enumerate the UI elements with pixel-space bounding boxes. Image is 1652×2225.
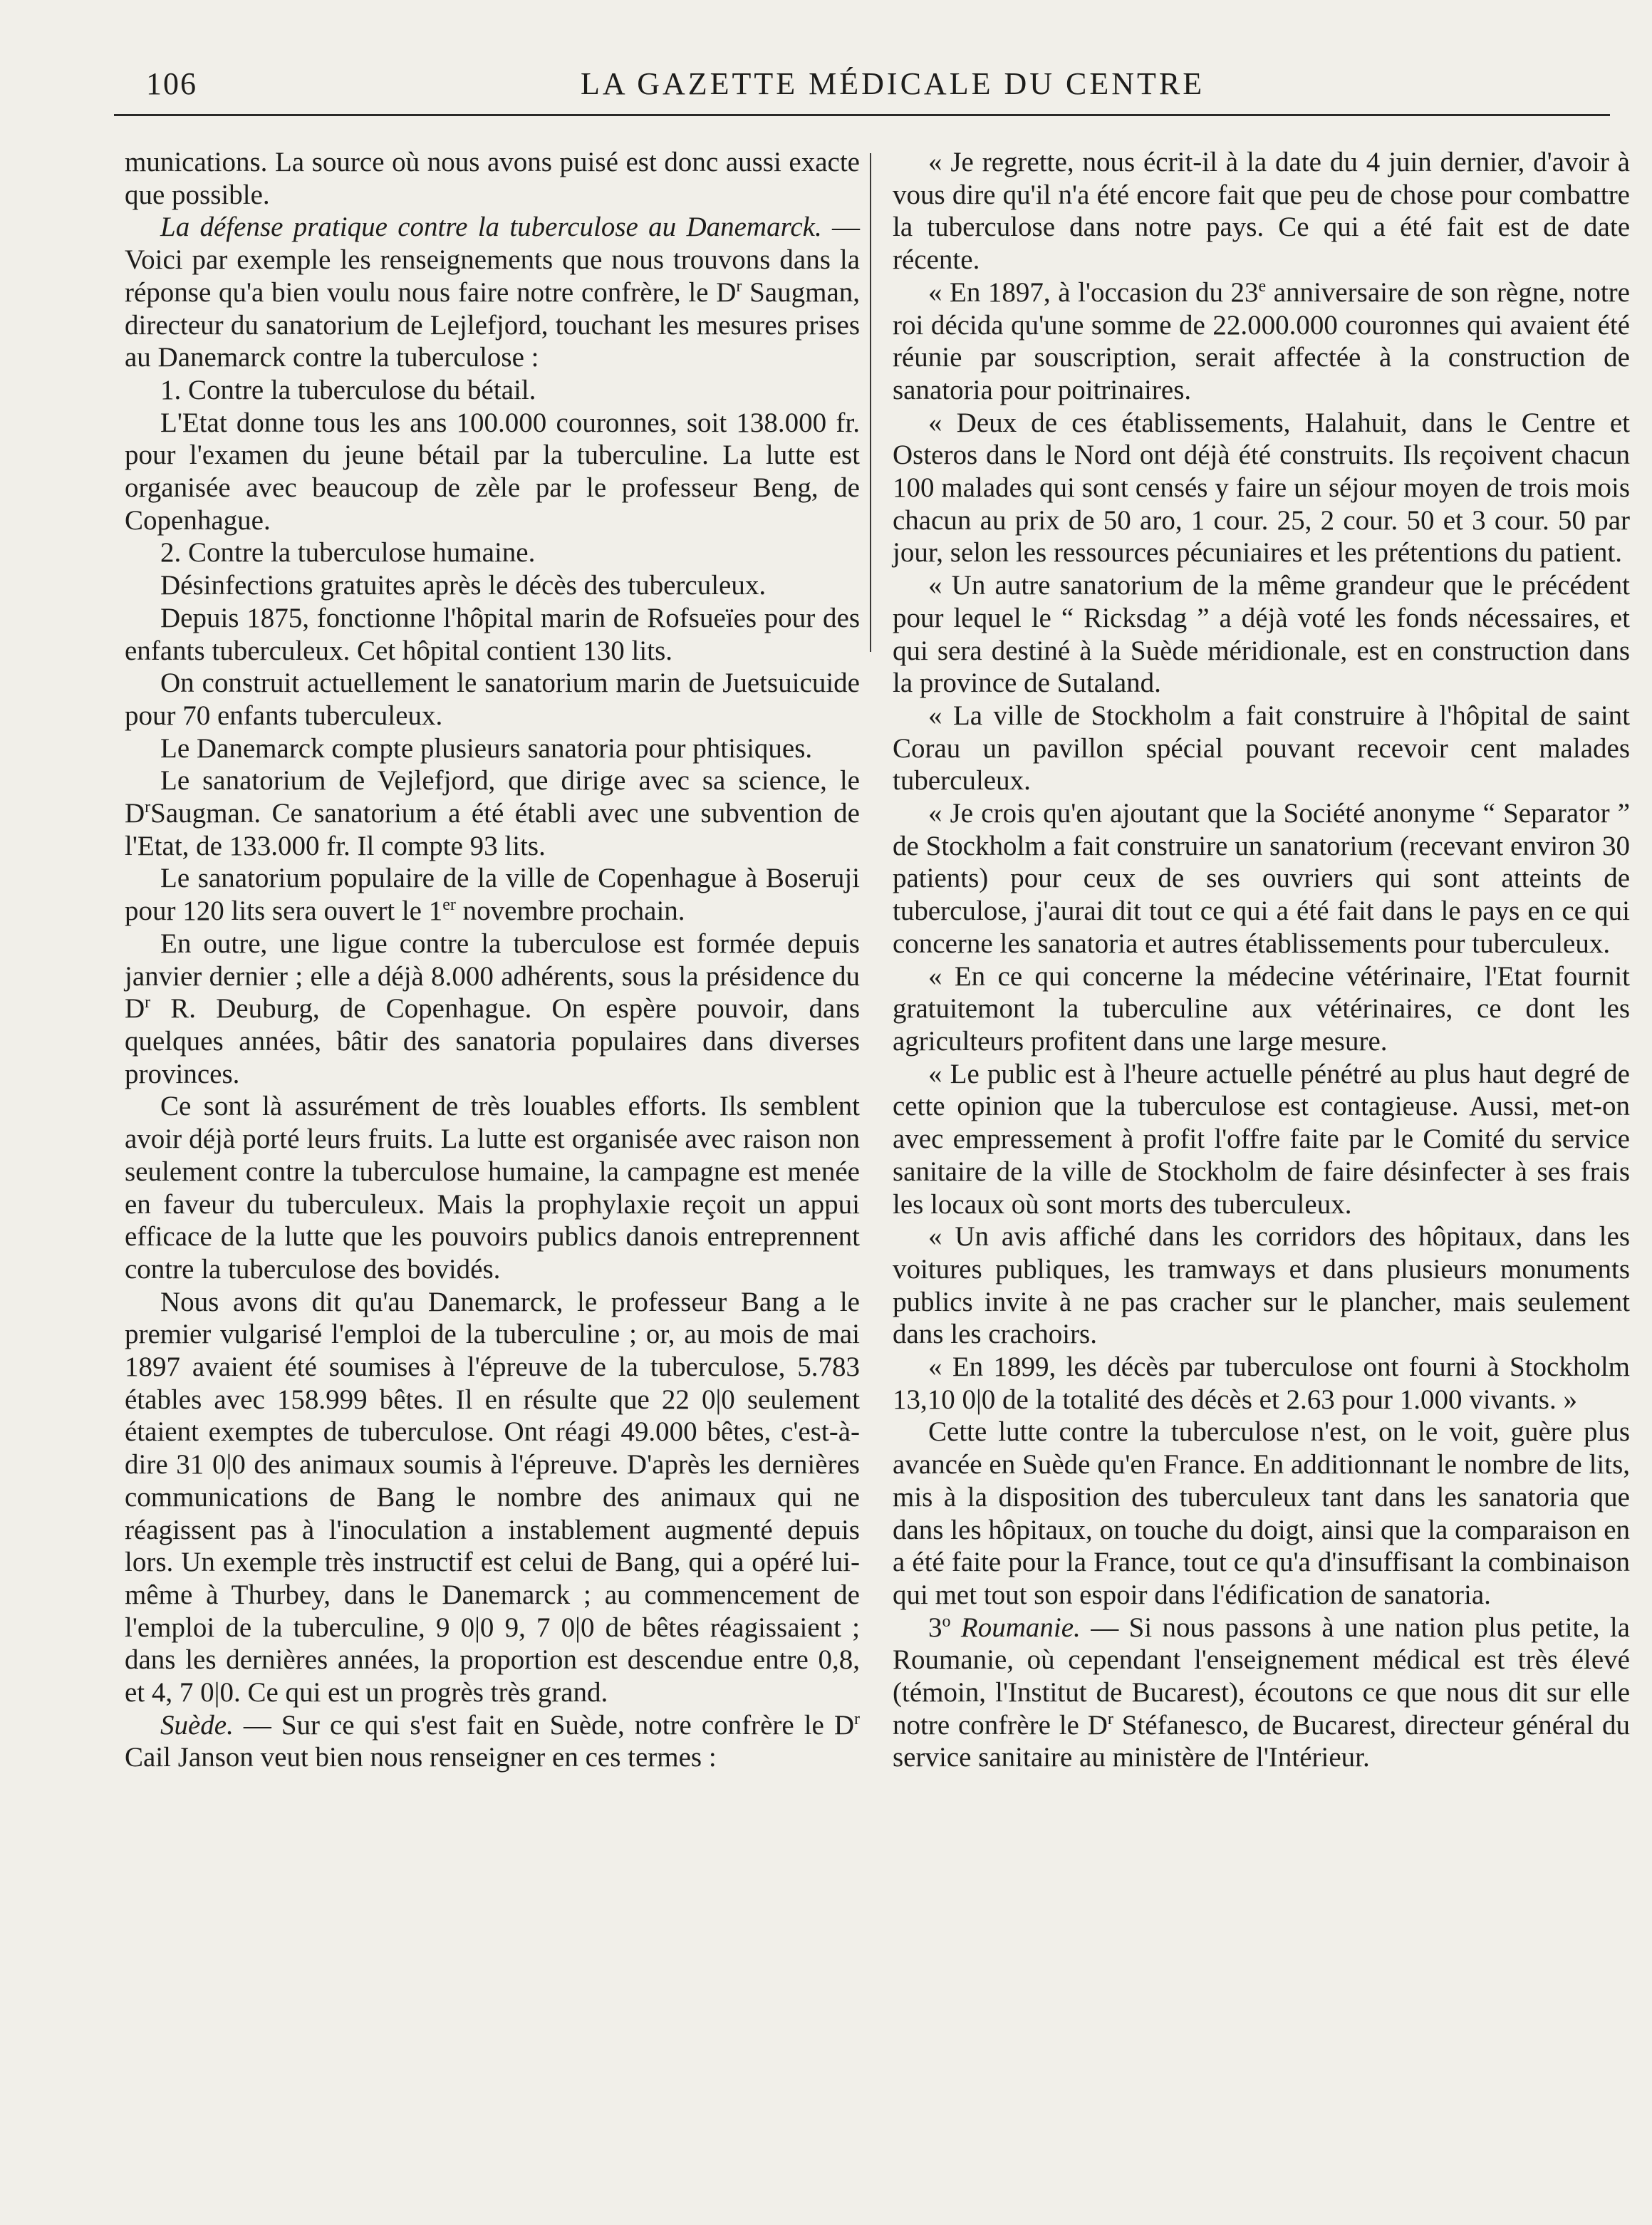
quote-paragraph: « La ville de Stockholm a fait construire à l'hôpital de saint Corau un pavillon spécial pouvant recevoir cent malades tuberculeux. (893, 700, 1630, 797)
right-column (893, 146, 1630, 1774)
quote-paragraph: « Un autre sanatorium de la même grandeur que le précédent pour lequel le “ Ricksdag ” a déjà voté les fonds nécessaires, et qui sera destiné à la Suède méridionale, est en construction dans la province de Sutaland. (893, 570, 1630, 699)
paragraph: Ce sont là assurément de très louables efforts. Ils semblent avoir déjà porté leurs fruits. La lutte est organisée avec raison non seulement contre la tuberculose humaine, la campagne est menée en faveur du tuberculeux. Mais la prophylaxie reçoit un appui efficace de la lutte que les pouvoirs publics danois entreprennent contre la tuberculose des bovidés. (125, 1091, 860, 1285)
header-rule (114, 114, 1610, 116)
paragraph: 3$^o$ Roumanie. — Si nous passons à une nation plus petite, la Roumanie, où cependant l'enseignement médical est très élevé (témoin, l'Institut de Bucarest), écoutons ce que nous dit sur elle notre confrère le $D^r$ Stéfanesco, de Bucarest, directeur général du service sanitaire au ministère de l'Intérieur. (893, 1612, 1630, 1773)
paragraph: Cette lutte contre la tuberculose n'est, on le voit, guère plus avancée en Suède qu'en France. En additionnant le nombre de lits, mis à la disposition des tuberculeux tant dans les sanatoria que dans les hôpitaux, on touche du doigt, ainsi que la comparaison en a été faite pour la France, tout ce qu'a d'insuffisant la combinaison qui met tout son espoir dans l'édification de sanatoria. (893, 1416, 1630, 1610)
paragraph: En outre, une ligue contre la tuberculose est formée depuis janvier dernier ; elle a déjà 8.000 adhérents, sous la présidence du $D^r$ R. Deuburg, de Copenhague. On espère pouvoir, dans quelques années, bâtir des sanatoria populaires dans diverses provinces. (125, 928, 860, 1089)
quote-paragraph: « Un avis affiché dans les corridors des hôpitaux, dans les voitures publiques, les tramways et dans plusieurs monuments publics invite à ne pas cracher sur le plancher, mais seulement dans les crachoirs. (893, 1221, 1630, 1350)
paragraph: Nous avons dit qu'au Danemarck, le professeur Bang a le premier vulgarisé l'emploi de la tuberculine ; or, au mois de mai 1897 avaient été soumises à l'épreuve de la tuberculose, 5.783 étables avec 158.999 bêtes. Il en résulte que 22 0|0 seulement étaient exemptes de tuberculose. Ont réagi 49.000 bêtes, c'est-à-dire 31 0|0 des animaux soumis à l'épreuve. D'après les dernières communications de Bang le nombre des animaux qui ne réagissent pas à l'inoculation a instablement augmenté depuis lors. Un exemple très instructif est celui de Bang, qui a opéré lui-même à Thurbey, dans le Danemarck ; au commencement de l'emploi de la tuberculine, 9 0|0 9, 7 0|0 de bêtes réagissaient ; dans les dernières années, la proportion est descendue entre 0,8, et 4, 7 0|0. Ce qui est un progrès très grand. (125, 1286, 860, 1708)
column-divider (870, 153, 871, 652)
paragraph: Le Danemarck compte plusieurs sanatoria pour phtisiques. (160, 732, 813, 764)
quote-paragraph: « Le public est à l'heure actuelle pénétré au plus haut degré de cette opinion que la tuberculose est contagieuse. Aussi, met-on avec empressement à profit l'offre faite par le Comité du service sanitaire de la ville de Stockholm de faire désinfecter à ses frais les locaux où sont morts des tuberculeux. (893, 1058, 1630, 1220)
page-number: 106 (146, 66, 197, 101)
paragraph: On construit actuellement le sanatorium marin de Juetsuicuide pour 70 enfants tuberculeux. (125, 668, 860, 731)
quote-paragraph: « En 1897, à l'occasion du 23e anniversaire de son règne, notre roi décida qu'une somme de 22.000.000 couronnes qui avaient été réunie par souscription, serait affectée à la construction de sanatoria pour poitrinaires. (893, 276, 1630, 405)
left-column (125, 146, 860, 1774)
paragraph: La défense pratique contre la tuberculose au Danemarck. — Voici par exemple les renseignements que nous trouvons dans la réponse qu'a bien voulu nous faire notre confrère, le $D^r$ Saugman, directeur du sanatorium de Lejlefjord, touchant les mesures prises au Danemarck contre la tuberculose : (125, 212, 861, 373)
paragraph: Depuis 1875, fonctionne l'hôpital marin de Rofsueïes pour des enfants tuberculeux. Cet hôpital contient 130 lits. (125, 602, 860, 666)
quote-paragraph: « En 1899, les décès par tuberculose ont fourni à Stockholm 13,10 0|0 de la totalité des décès et 2.63 pour 1.000 vivants. » (893, 1352, 1630, 1415)
page-header (146, 66, 1549, 108)
paragraph: 1. Contre la tuberculose du bétail. (160, 374, 536, 405)
quote-paragraph: « Deux de ces établissements, Halahuit, dans le Centre et Osteros dans le Nord ont déjà été construits. Ils reçoivent chacun 100 malades qui sont censés y faire un séjour moyen de trois mois chacun au prix de 50 aro, 1 cour. 25, 2 cour. 50 et 3 cour. 50 par jour, selon les ressources pécuniaires et les prétentions du patient. (893, 407, 1630, 569)
section-title: Roumanie. (960, 1612, 1081, 1643)
section-title: La défense pratique contre la tuberculose au Danemarck. (160, 212, 822, 243)
quote-paragraph: « En ce qui concerne la médecine vétérinaire, l'Etat fournit gratuitemont la tuberculine aux vétérinaires, ce dont les agriculteurs profitent dans une large mesure. (893, 960, 1630, 1057)
paragraph: munications. La source où nous avons puisé est donc aussi exacte que possible. (125, 147, 860, 210)
paragraph: Le sanatorium de Vejlefjord, que dirige avec sa science, le $D^rSaugman$. Ce sanatorium a été établi avec une subvention de l'Etat, de 133.000 fr. Il compte 93 lits. (125, 765, 860, 861)
paragraph: 2. Contre la tuberculose humaine. (160, 537, 536, 569)
paragraph: Suède. — Sur ce qui s'est fait en Suède, notre confrère le $D^r$ Cail Janson veut bien nous renseigner en ces termes : (125, 1709, 860, 1773)
paragraph: Le sanatorium populaire de la ville de Copenhague à Boseruji pour 120 lits sera ouvert le 1er novembre prochain. (125, 863, 860, 927)
paragraph: L'Etat donne tous les ans 100.000 couronnes, soit 138.000 fr. pour l'examen du jeune bétail par la tuberculine. La lutte est organisée avec beaucoup de zèle par le professeur Beng, de Copenhague. (125, 407, 860, 536)
paragraph: Désinfections gratuites après le décès des tuberculeux. (160, 570, 767, 601)
quote-paragraph: « Je regrette, nous écrit-il à la date du 4 juin dernier, d'avoir à vous dire qu'il n'a été encore fait que peu de chose pour combattre la tuberculose dans notre pays. Ce qui a été fait est de date récente. (893, 147, 1630, 276)
quote-paragraph: « Je crois qu'en ajoutant que la Société anonyme “ Separator ” de Stockholm a fait construire un sanatorium (recevant environ 30 patients) pour ceux de ses ouvriers qui sont atteints de tuberculose, j'aurai dit tout ce qui a été fait dans le pays en ce qui concerne les sanatoria et autres établissements pour tuberculeux. (893, 798, 1630, 959)
running-title: LA GAZETTE MÉDICALE DU CENTRE (581, 66, 1205, 101)
section-title: Suède. (160, 1709, 234, 1741)
